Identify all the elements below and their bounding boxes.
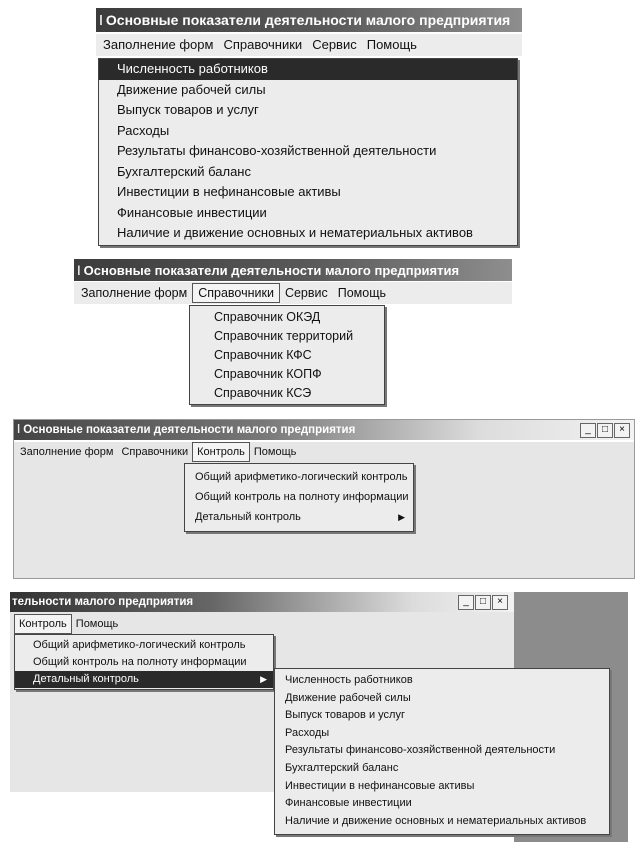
window-title: Основные показатели деятельности малого предприятия xyxy=(83,262,460,278)
window-2-titlebar[interactable] xyxy=(74,259,512,281)
menu-item-detailed-control-label: Детальный контроль xyxy=(33,673,139,685)
menu-item-kfs[interactable]: Справочник КФС xyxy=(214,348,312,362)
menu-help[interactable]: Помощь xyxy=(75,618,119,630)
menu-control[interactable]: Контроль xyxy=(14,614,72,634)
close-icon[interactable]: × xyxy=(614,423,630,438)
reference-dropdown xyxy=(189,305,385,405)
menu-fill-forms[interactable]: Заполнение форм xyxy=(103,37,214,52)
menu-item-labor-movement[interactable]: Движение рабочей силы xyxy=(117,81,266,97)
window-title: Основные показатели деятельности малого предприятия xyxy=(23,424,356,436)
control-dropdown xyxy=(184,463,414,532)
menu-fill-forms[interactable]: Заполнение форм xyxy=(81,286,188,300)
menu-bar xyxy=(74,282,512,304)
submenu-item-financial-results[interactable]: Результаты финансово-хозяйственной деятельности xyxy=(285,744,556,757)
menu-control[interactable]: Контроль xyxy=(192,442,250,462)
submenu-item-balance[interactable]: Бухгалтерский баланс xyxy=(285,761,399,774)
menu-bar xyxy=(10,614,514,634)
menu-item-financial-results[interactable]: Результаты финансово-хозяйственной деятельности xyxy=(117,143,437,158)
menu-service[interactable]: Сервис xyxy=(312,37,357,52)
menu-reference[interactable]: Справочники xyxy=(223,37,303,52)
menu-help[interactable]: Помощь xyxy=(337,286,387,300)
window-3-titlebar[interactable] xyxy=(14,420,634,440)
fill-forms-dropdown xyxy=(98,58,518,246)
window-4 xyxy=(10,592,628,842)
menu-reference[interactable]: Справочники xyxy=(192,283,280,303)
minimize-icon[interactable]: _ xyxy=(458,595,474,610)
window-1 xyxy=(96,8,522,248)
submenu-item-assets[interactable]: Наличие и движение основных и нематериальных активов xyxy=(285,814,587,827)
menu-item-detailed-control-label: Детальный контроль xyxy=(195,511,301,523)
menu-item-balance[interactable]: Бухгалтерский баланс xyxy=(117,163,251,179)
menu-help[interactable]: Помощь xyxy=(253,446,297,458)
menu-bar xyxy=(96,34,522,56)
window-2 xyxy=(74,259,512,407)
menu-item-employees[interactable]: Численность работников xyxy=(99,59,517,80)
menu-help[interactable]: Помощь xyxy=(366,37,417,52)
menu-reference[interactable]: Справочники xyxy=(121,446,189,458)
submenu-item-financial-investments[interactable]: Финансовые инвестиции xyxy=(285,797,412,810)
menu-item-territories[interactable]: Справочник территорий xyxy=(214,329,354,343)
menu-item-detailed-control[interactable] xyxy=(15,671,273,688)
window-title: Основные показатели деятельности малого предприятия xyxy=(105,12,511,28)
app-icon: ǀ xyxy=(77,262,81,278)
menu-item-nonfinancial-investments[interactable]: Инвестиции в нефинансовые активы xyxy=(117,184,341,199)
detailed-control-submenu xyxy=(274,668,610,835)
menu-item-completeness-control[interactable]: Общий контроль на полноту информации xyxy=(33,656,247,668)
submenu-item-goods-output[interactable]: Выпуск товаров и услуг xyxy=(285,709,405,722)
menu-item-general-arithmetic-control[interactable]: Общий арифметико-логический контроль xyxy=(33,639,246,651)
app-icon: ǀ xyxy=(99,12,103,28)
window-3 xyxy=(13,419,635,579)
menu-item-general-arithmetic-control[interactable]: Общий арифметико-логический контроль xyxy=(195,471,408,483)
window-title: тельности малого предприятия xyxy=(12,596,194,608)
minimize-icon[interactable]: _ xyxy=(580,423,596,438)
submenu-item-expenses[interactable]: Расходы xyxy=(285,726,330,739)
menu-fill-forms[interactable]: Заполнение форм xyxy=(20,446,114,458)
menu-item-kopf[interactable]: Справочник КОПФ xyxy=(214,367,322,381)
menu-item-goods-output[interactable]: Выпуск товаров и услуг xyxy=(117,102,259,117)
submenu-item-labor-movement[interactable]: Движение рабочей силы xyxy=(285,691,411,704)
menu-item-kse[interactable]: Справочник КСЭ xyxy=(214,386,312,400)
menu-item-oked[interactable]: Справочник ОКЭД xyxy=(214,310,321,324)
submenu-item-employees[interactable]: Численность работников xyxy=(285,674,413,686)
menu-item-detailed-control[interactable] xyxy=(185,507,413,527)
window-controls xyxy=(580,423,630,438)
window-4-titlebar[interactable] xyxy=(10,592,514,612)
menu-bar xyxy=(14,442,634,462)
maximize-icon[interactable]: □ xyxy=(597,423,613,438)
menu-item-financial-investments[interactable]: Финансовые инвестиции xyxy=(117,204,267,220)
window-controls xyxy=(458,595,508,610)
menu-item-expenses[interactable]: Расходы xyxy=(117,122,170,138)
submenu-item-nonfinancial-investments[interactable]: Инвестиции в нефинансовые активы xyxy=(285,779,475,792)
app-icon: ǀ xyxy=(17,424,21,436)
menu-item-assets[interactable]: Наличие и движение основных и нематериальных активов xyxy=(117,225,473,240)
menu-service[interactable]: Сервис xyxy=(284,286,328,300)
submenu-arrow-icon: ▶ xyxy=(398,512,405,522)
maximize-icon[interactable]: □ xyxy=(475,595,491,610)
control-dropdown xyxy=(14,634,274,690)
submenu-arrow-icon: ▶ xyxy=(260,674,267,684)
menu-item-completeness-control[interactable]: Общий контроль на полноту информации xyxy=(195,491,409,503)
window-1-titlebar[interactable] xyxy=(96,8,522,32)
close-icon[interactable]: × xyxy=(492,595,508,610)
